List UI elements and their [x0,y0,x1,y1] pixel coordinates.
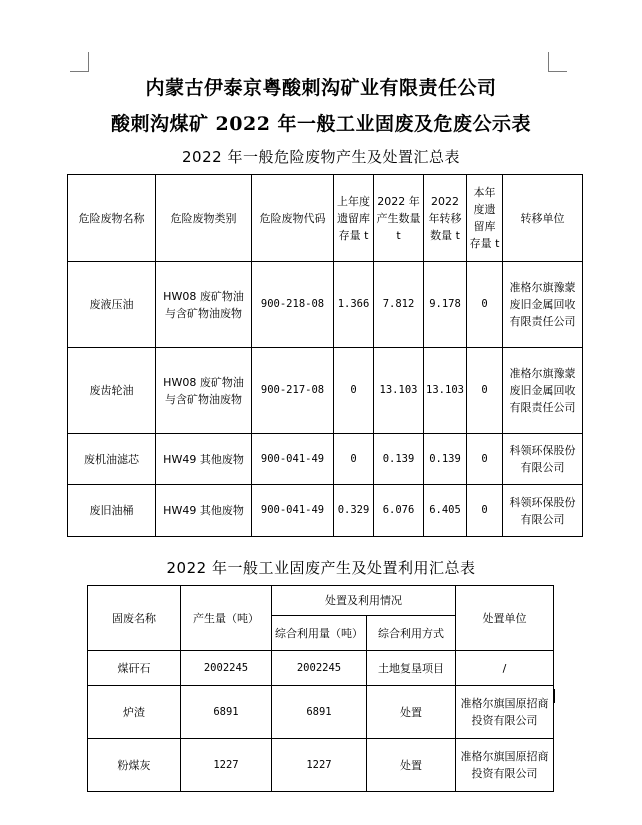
solid-name: 煤矸石 [88,651,181,686]
waste-code: 900-041-49 [252,434,334,485]
solid-unit: 准格尔旗国原招商投资有限公司 [456,686,554,739]
last-year-stock: 0 [334,434,374,485]
text-cursor [553,689,555,703]
header-current-stock: 本年度遗留库存量 t [467,175,503,262]
header-disposal-unit: 处置单位 [456,586,554,651]
header-waste-name: 危险废物名称 [68,175,156,262]
produced-amount: 13.103 [374,348,424,434]
solid-method: 土地复垦项目 [367,651,456,686]
solid-method: 处置 [367,686,456,739]
produced-amount: 7.812 [374,262,424,348]
receiver-unit: 科领环保股份有限公司 [503,485,583,537]
hazardous-table-caption: 2022 年一般危险废物产生及处置汇总表 [182,148,460,166]
header-waste-code: 危险废物代码 [252,175,334,262]
table-row [88,686,554,739]
waste-name: 废齿轮油 [68,348,156,434]
header-produced-2022: 2022 年产生数量 t [374,175,424,262]
header-utilization-method: 综合利用方式 [367,616,456,651]
header-receiver: 转移单位 [503,175,583,262]
solid-waste-table [87,585,554,792]
table-row [88,651,554,686]
table-row [68,485,583,537]
document-title-line-1: 内蒙古伊泰京粤酸刺沟矿业有限责任公司 [145,77,497,99]
produced-amount: 6.076 [374,485,424,537]
crop-mark-top-left-horizontal [70,71,89,72]
waste-code: 900-218-08 [252,262,334,348]
last-year-stock: 1.366 [334,262,374,348]
receiver-unit: 准格尔旗豫蒙废旧金属回收有限责任公司 [503,348,583,434]
header-transferred-2022: 2022 年转移数量 t [424,175,467,262]
solid-unit: 准格尔旗国原招商投资有限公司 [456,739,554,792]
table-row [68,434,583,485]
waste-code: 900-217-08 [252,348,334,434]
solid-utilized: 2002245 [272,651,367,686]
current-stock: 0 [467,262,503,348]
crop-mark-top-right-vertical [548,52,549,72]
solid-name: 炉渣 [88,686,181,739]
table-row [68,348,583,434]
solid-name: 粉煤灰 [88,739,181,792]
header-solid-name: 固废名称 [88,586,181,651]
solid-unit: / [456,651,554,686]
receiver-unit: 准格尔旗豫蒙废旧金属回收有限责任公司 [503,262,583,348]
solid-utilized: 6891 [272,686,367,739]
waste-category: HW49 其他废物 [156,434,252,485]
hazardous-waste-table [67,174,583,537]
last-year-stock: 0 [334,348,374,434]
document-title-line-2: 酸刺沟煤矿 2022 年一般工业固废及危废公示表 [110,113,532,135]
crop-mark-top-left-vertical [88,52,89,72]
solid-produced: 2002245 [181,651,272,686]
transferred-amount: 13.103 [424,348,467,434]
current-stock: 0 [467,348,503,434]
produced-amount: 0.139 [374,434,424,485]
waste-category: HW49 其他废物 [156,485,252,537]
waste-name: 废液压油 [68,262,156,348]
header-last-year-stock: 上年度遗留库存量 t [334,175,374,262]
solid-produced: 1227 [181,739,272,792]
header-waste-category: 危险废物类别 [156,175,252,262]
header-utilized-amount: 综合利用量（吨） [272,616,367,651]
solid-header-row-1 [88,586,554,616]
solid-produced: 6891 [181,686,272,739]
header-solid-produced: 产生量（吨） [181,586,272,651]
table-row [68,262,583,348]
waste-code: 900-041-49 [252,485,334,537]
header-disposal-group: 处置及利用情况 [272,586,456,616]
hazardous-header-row [68,175,583,262]
waste-name: 废旧油桶 [68,485,156,537]
solid-utilized: 1227 [272,739,367,792]
crop-mark-top-right-horizontal [548,71,567,72]
transferred-amount: 6.405 [424,485,467,537]
waste-name: 废机油滤芯 [68,434,156,485]
receiver-unit: 科领环保股份有限公司 [503,434,583,485]
waste-category: HW08 废矿物油与含矿物油废物 [156,348,252,434]
transferred-amount: 0.139 [424,434,467,485]
last-year-stock: 0.329 [334,485,374,537]
solid-method: 处置 [367,739,456,792]
current-stock: 0 [467,485,503,537]
transferred-amount: 9.178 [424,262,467,348]
waste-category: HW08 废矿物油与含矿物油废物 [156,262,252,348]
current-stock: 0 [467,434,503,485]
solid-waste-table-caption: 2022 年一般工业固废产生及处置利用汇总表 [166,559,476,577]
table-row [88,739,554,792]
